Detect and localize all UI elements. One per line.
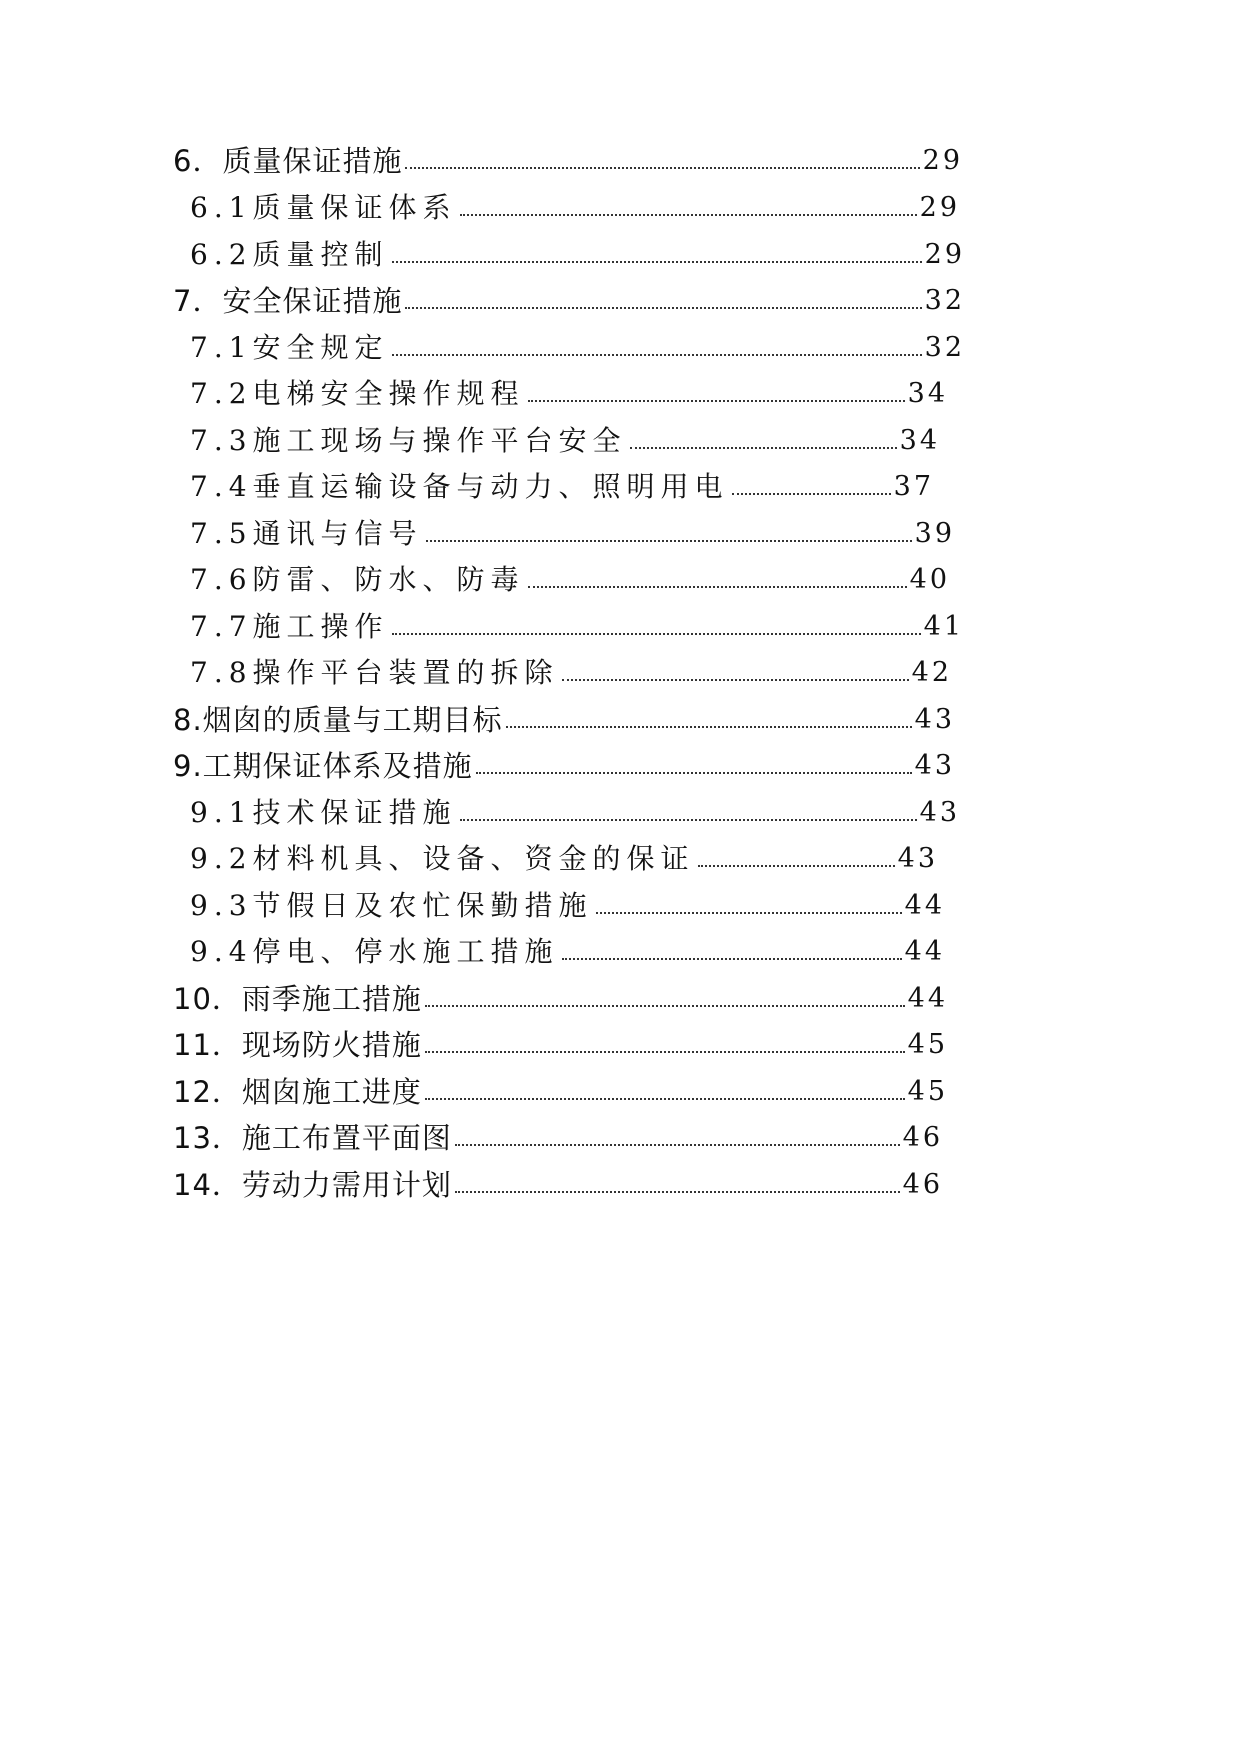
toc-entry[interactable] bbox=[190, 792, 960, 832]
toc-entry-page: 42 bbox=[911, 657, 952, 688]
toc-entry[interactable] bbox=[173, 745, 955, 785]
toc-entry-title: 6.2质量控制 bbox=[190, 238, 389, 271]
toc-entry-title: 7．安全保证措施 bbox=[173, 284, 403, 318]
toc-entry[interactable] bbox=[190, 187, 960, 227]
toc-entry-title: 9.2材料机具、设备、资金的保证 bbox=[190, 842, 695, 875]
toc-entry-title: 8.烟囱的质量与工期目标 bbox=[173, 703, 503, 737]
toc-entry-page: 34 bbox=[899, 425, 940, 456]
toc-entry[interactable] bbox=[190, 606, 964, 646]
toc-entry-title: 14．劳动力需用计划 bbox=[173, 1168, 452, 1202]
toc-entry[interactable] bbox=[190, 931, 945, 971]
toc-entry-page: 44 bbox=[907, 983, 948, 1014]
toc-entry-page: 43 bbox=[897, 843, 938, 874]
toc-entry-page: 43 bbox=[919, 797, 960, 828]
toc-entry[interactable] bbox=[173, 978, 948, 1018]
toc-dot-leader bbox=[630, 447, 897, 449]
toc-dot-leader bbox=[405, 307, 921, 309]
toc-entry-title: 11．现场防火措施 bbox=[173, 1028, 422, 1062]
toc-entry-page: 29 bbox=[919, 192, 960, 223]
toc-dot-leader bbox=[460, 819, 917, 821]
toc-entry-title: 6.1质量保证体系 bbox=[190, 191, 457, 224]
toc-entry-title: 7.2电梯安全操作规程 bbox=[190, 377, 525, 410]
toc-dot-leader bbox=[455, 1144, 900, 1146]
toc-dot-leader bbox=[476, 772, 912, 774]
toc-entry[interactable] bbox=[190, 885, 945, 925]
toc-entry[interactable] bbox=[173, 140, 963, 180]
toc-entry[interactable] bbox=[190, 513, 955, 553]
toc-entry-page: 45 bbox=[907, 1076, 948, 1107]
toc-dot-leader bbox=[596, 912, 902, 914]
toc-entry[interactable] bbox=[173, 1024, 948, 1064]
toc-dot-leader bbox=[455, 1191, 900, 1193]
toc-entry-title: 7.8操作平台装置的拆除 bbox=[190, 656, 559, 689]
toc-entry-title: 7.7施工操作 bbox=[190, 610, 389, 643]
toc-dot-leader bbox=[425, 1098, 905, 1100]
toc-entry-page: 37 bbox=[893, 471, 934, 502]
toc-entry[interactable] bbox=[173, 1117, 943, 1157]
toc-entry-page: 40 bbox=[909, 564, 950, 595]
toc-dot-leader bbox=[392, 261, 922, 263]
toc-entry[interactable] bbox=[190, 420, 940, 460]
toc-entry-page: 46 bbox=[902, 1122, 943, 1153]
toc-entry[interactable] bbox=[190, 652, 952, 692]
toc-entry-title: 9.3节假日及农忙保勤措施 bbox=[190, 889, 593, 922]
toc-entry-title: 7.4垂直运输设备与动力、照明用电 bbox=[190, 470, 729, 503]
toc-entry-title: 7.1安全规定 bbox=[190, 331, 389, 364]
toc-entry-page: 29 bbox=[924, 239, 965, 270]
toc-entry[interactable] bbox=[173, 1164, 943, 1204]
toc-entry-title: 10．雨季施工措施 bbox=[173, 982, 422, 1016]
toc-dot-leader bbox=[425, 1051, 905, 1053]
toc-entry-title: 7.3施工现场与操作平台安全 bbox=[190, 424, 627, 457]
toc-entry-title: 7.5通讯与信号 bbox=[190, 517, 423, 550]
toc-entry-page: 41 bbox=[923, 611, 964, 642]
toc-entry-page: 32 bbox=[924, 332, 965, 363]
toc-entry-page: 43 bbox=[914, 750, 955, 781]
toc-entry-title: 9.工期保证体系及措施 bbox=[173, 749, 473, 783]
toc-entry-title: 9.4停电、停水施工措施 bbox=[190, 935, 559, 968]
toc-dot-leader bbox=[405, 167, 919, 169]
toc-entry[interactable] bbox=[173, 1071, 948, 1111]
toc-entry-page: 34 bbox=[907, 378, 948, 409]
toc-dot-leader bbox=[528, 586, 907, 588]
toc-entry[interactable] bbox=[173, 280, 965, 320]
toc-entry-title: 9.1技术保证措施 bbox=[190, 796, 457, 829]
toc-entry[interactable] bbox=[190, 327, 965, 367]
toc-dot-leader bbox=[426, 540, 912, 542]
toc-dot-leader bbox=[392, 354, 922, 356]
toc-entry-title: 12．烟囱施工进度 bbox=[173, 1075, 422, 1109]
toc-entry-page: 39 bbox=[914, 518, 955, 549]
toc-entry-page: 45 bbox=[907, 1029, 948, 1060]
toc-entry[interactable] bbox=[190, 234, 965, 274]
toc-entry-title: 7.6防雷、防水、防毒 bbox=[190, 563, 525, 596]
toc-entry-title: 6．质量保证措施 bbox=[173, 144, 403, 178]
toc-dot-leader bbox=[506, 726, 912, 728]
toc-entry[interactable] bbox=[190, 559, 950, 599]
toc-entry-page: 44 bbox=[904, 890, 945, 921]
toc-entry-page: 44 bbox=[904, 936, 945, 967]
toc-dot-leader bbox=[392, 633, 921, 635]
toc-dot-leader bbox=[562, 679, 909, 681]
toc-dot-leader bbox=[460, 214, 917, 216]
toc-dot-leader bbox=[562, 958, 902, 960]
toc-dot-leader bbox=[425, 1005, 905, 1007]
toc-entry[interactable] bbox=[190, 466, 934, 506]
toc-entry-page: 32 bbox=[924, 285, 965, 316]
toc-entry-page: 29 bbox=[922, 145, 963, 176]
toc-dot-leader bbox=[698, 865, 895, 867]
toc-entry[interactable] bbox=[173, 699, 955, 739]
toc-entry-title: 13．施工布置平面图 bbox=[173, 1121, 452, 1155]
toc-entry-page: 43 bbox=[914, 704, 955, 735]
toc-entry[interactable] bbox=[190, 838, 938, 878]
toc-dot-leader bbox=[528, 400, 905, 402]
toc-entry-page: 46 bbox=[902, 1169, 943, 1200]
toc-entry[interactable] bbox=[190, 373, 948, 413]
toc-dot-leader bbox=[732, 493, 891, 495]
